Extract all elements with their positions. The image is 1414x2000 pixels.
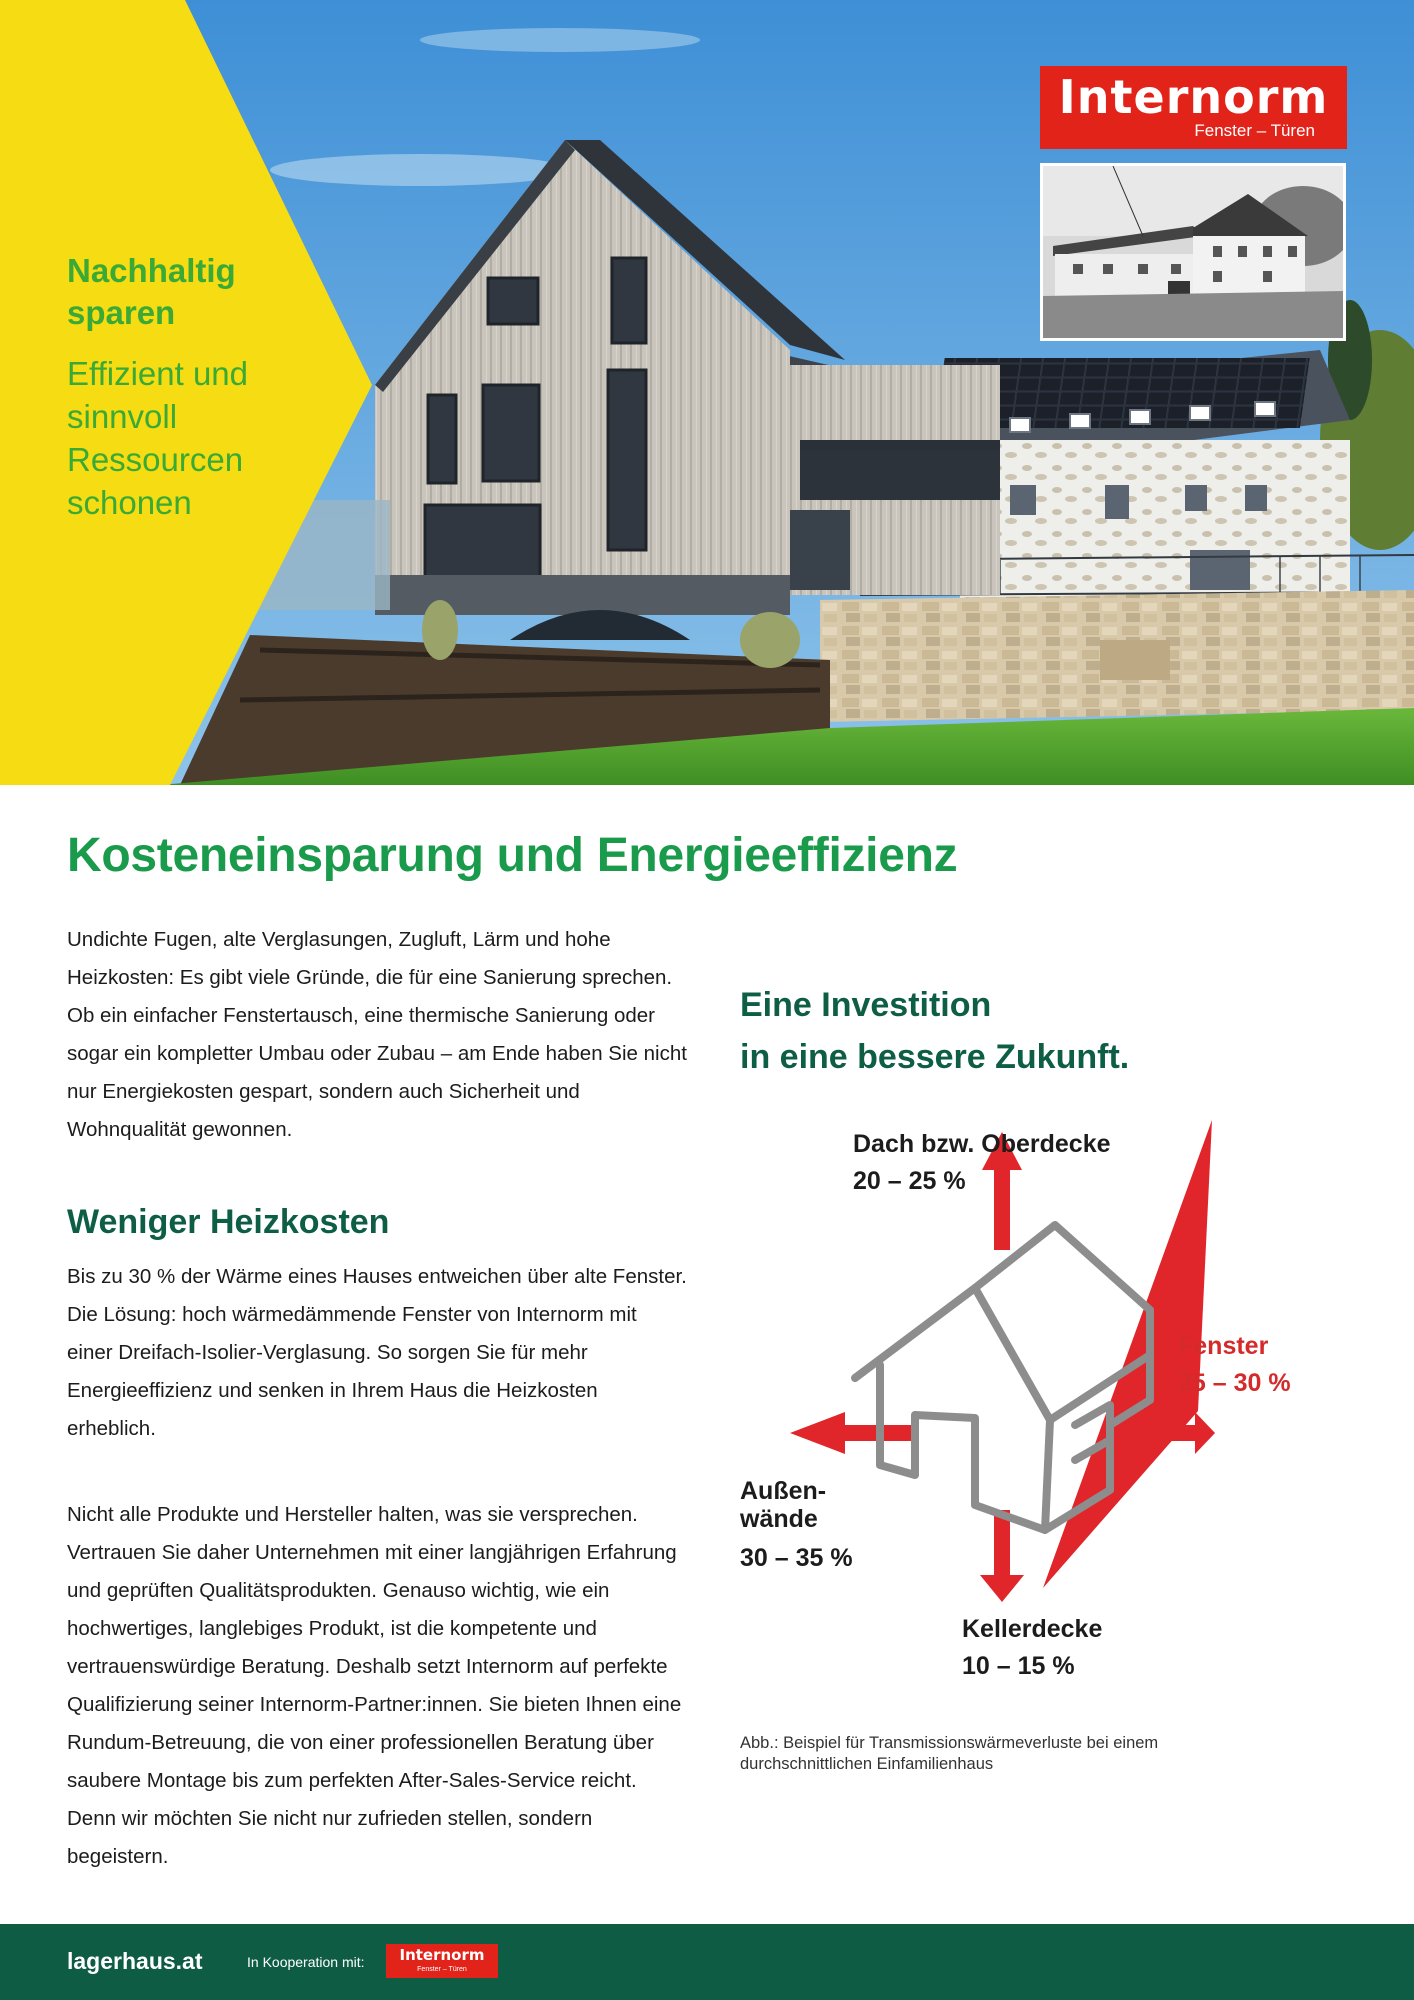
footer-logo-name: Internorm [399, 1946, 485, 1964]
logo-sub: Fenster – Türen [1194, 121, 1315, 140]
internorm-logo [1040, 66, 1347, 149]
walls-value: 30 – 35 % [740, 1544, 853, 1572]
body-paragraph-2: Nicht alle Produkte und Hersteller halten, was sie versprechen. Vertrauen Sie daher Unternehmen mit einer langjährigen Erfahrung und geprüften Qualitätsprodukten. Genauso wichtig, wie ein hochwertiges, langlebiges Produkt, ist die kompetente und vertrauenswürdige Beratung. Deshalb setzt Internorm auf perfekte Qualifizierung seiner Internorm-Partner:innen. Sie bieten Ihnen eine Rundum-Betreuung, die von einer professionellen Beratung über saubere Montage bis zum perfekten After-Sales-Service reicht. Denn wir möchten Sie nicht nur zufrieden stellen, sondern begeistern. [67, 1503, 682, 1868]
infographic-caption: Abb.: Beispiel für Transmissionswärmeverluste bei einem durchschnittlichen Einfamilienhaus [740, 1734, 1159, 1773]
page-title: Kosteneinsparung und Energieeffizienz [67, 829, 958, 882]
footer-internorm-logo [386, 1944, 498, 1978]
window-label: Fenster [1178, 1332, 1269, 1360]
walls-arrow-icon [790, 1412, 912, 1454]
before-photo [1040, 163, 1346, 341]
hero-section [0, 0, 1414, 785]
basement-label: Kellerdecke [962, 1615, 1103, 1643]
infographic-title-line2: in eine bessere Zukunft. [740, 1038, 1130, 1076]
hero-slogan [67, 250, 317, 524]
logo-name: Internorm [1058, 70, 1329, 124]
walls-label-1: Außen- [740, 1477, 827, 1505]
roof-label: Dach bzw. Oberdecke [853, 1130, 1111, 1158]
body-paragraph-1: Bis zu 30 % der Wärme eines Hauses entweichen über alte Fenster. Die Lösung: hoch wärmedämmende Fenster von Internorm mit einer Dreifach-Isolier-Verglasung. So sorgen Sie für mehr Energieeffizienz und senken in Ihrem Haus die Heizkosten erheblich. [67, 1265, 687, 1440]
footer-site-link[interactable]: lagerhaus.at [67, 1948, 203, 1974]
footer-logo-sub: Fenster – Türen [417, 1966, 467, 1973]
window-value: 25 – 30 % [1178, 1369, 1291, 1397]
roof-value: 20 – 25 % [853, 1167, 966, 1195]
footer [0, 1924, 1414, 2000]
walls-label-2: wände [740, 1505, 818, 1533]
hero-subline: Effizient und sinnvoll Ressourcen schonen [67, 355, 249, 521]
lead-paragraph: Undichte Fugen, alte Verglasungen, Zugluft, Lärm und hohe Heizkosten: Es gibt viele Gründe, die für eine Sanierung sprechen. Ob ein einfacher Fenstertausch, eine thermische Sanierung oder sogar ein kompletter Umbau oder Zubau – am Ende haben Sie nicht nur Energiekosten gespart, sondern auch Sicherheit und Wohnqualität gewonnen. [67, 928, 687, 1141]
basement-value: 10 – 15 % [962, 1652, 1075, 1680]
section-heading: Weniger Heizkosten [67, 1203, 390, 1241]
cooperation-label: In Kooperation mit: [247, 1954, 365, 1970]
infographic-title-line1: Eine Investition [740, 986, 992, 1024]
hero-tagline: Nachhaltig sparen [67, 252, 236, 331]
infographic-title [740, 979, 1220, 1083]
